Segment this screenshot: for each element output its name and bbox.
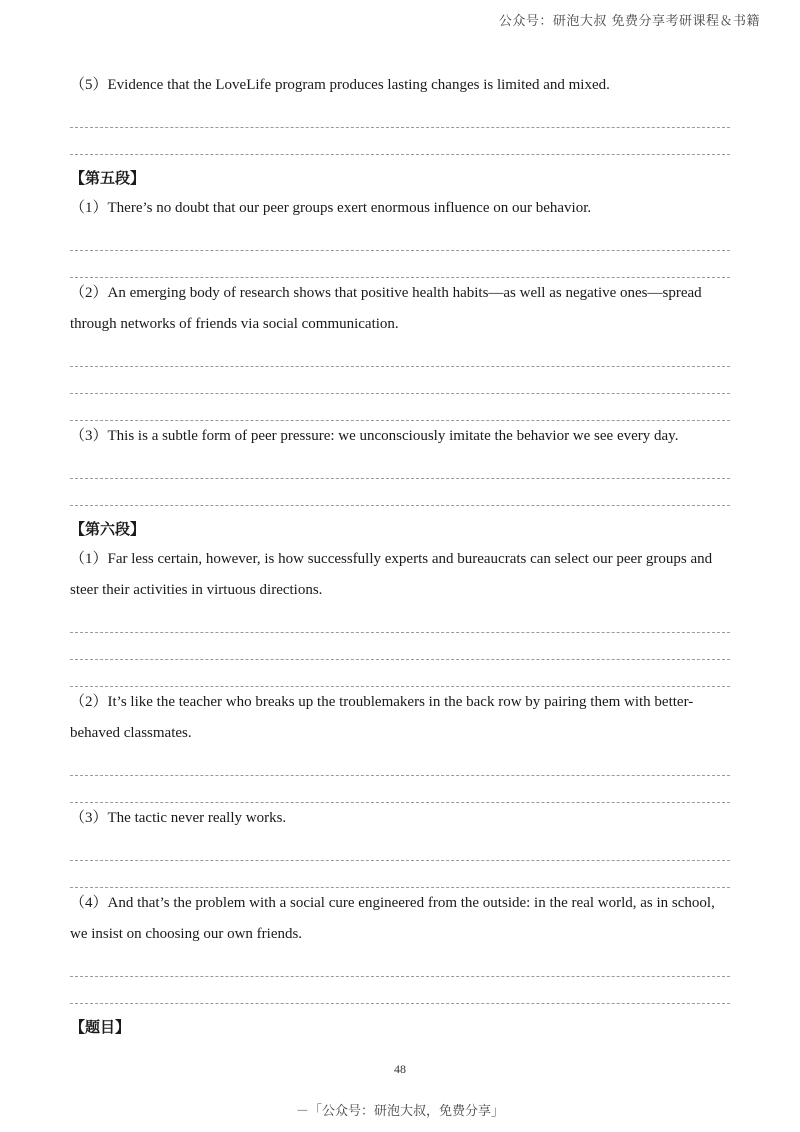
sentence-text: There’s no doubt that our peer groups exert enormous influence on our behavior. <box>107 200 592 216</box>
sentence-text: Far less certain, however, is how successfully experts and bureaucrats can select our peer groups and steer their activities in virtuous directions. <box>70 551 713 598</box>
answer-lines[interactable] <box>70 224 730 278</box>
translation-exercise-content <box>70 70 730 1042</box>
footer-watermark-note: －「公众号：研泡大叔，免费分享」 <box>295 1104 504 1119</box>
answer-line[interactable] <box>70 776 730 803</box>
sentence-number: （5） <box>70 77 108 93</box>
answer-line[interactable] <box>70 834 730 861</box>
answer-line[interactable] <box>70 749 730 776</box>
answer-line[interactable] <box>70 861 730 888</box>
sentence-number: （2） <box>70 694 108 710</box>
answer-line[interactable] <box>70 950 730 977</box>
answer-line[interactable] <box>70 101 730 128</box>
answer-line[interactable] <box>70 367 730 394</box>
answer-line[interactable] <box>70 633 730 660</box>
answer-lines[interactable] <box>70 101 730 155</box>
answer-lines[interactable] <box>70 749 730 803</box>
answer-lines[interactable] <box>70 452 730 506</box>
answer-line[interactable] <box>70 660 730 687</box>
answer-line[interactable] <box>70 128 730 155</box>
answer-line[interactable] <box>70 340 730 367</box>
sentence-para4-5 <box>70 70 730 101</box>
answer-line[interactable] <box>70 251 730 278</box>
answer-line[interactable] <box>70 224 730 251</box>
sentence-text: This is a subtle form of peer pressure: we unconsciously imitate the behavior we see every day. <box>107 428 679 444</box>
sentence-text: An emerging body of research shows that positive health habits—as well as negative ones—spread through networks of friends via social communication. <box>70 285 702 332</box>
answer-line[interactable] <box>70 452 730 479</box>
answer-lines[interactable] <box>70 834 730 888</box>
section-title-para6: 【第六段】 <box>70 520 146 538</box>
answer-lines[interactable] <box>70 340 730 421</box>
answer-line[interactable] <box>70 479 730 506</box>
sentence-text: And that’s the problem with a social cure engineered from the outside: in the real world, as in school, we insist on choosing our own friends. <box>70 895 715 942</box>
answer-lines[interactable] <box>70 950 730 1004</box>
section-title-para5: 【第五段】 <box>70 169 146 187</box>
sentence-para5-3 <box>70 421 730 452</box>
sentence-number: （3） <box>70 810 108 826</box>
sentence-para6-4 <box>70 888 730 950</box>
sentence-para5-1 <box>70 193 730 224</box>
answer-lines[interactable] <box>70 606 730 687</box>
sentence-number: （1） <box>70 200 108 216</box>
answer-line[interactable] <box>70 606 730 633</box>
page-number: 48 <box>394 1062 406 1076</box>
sentence-number: （1） <box>70 551 108 567</box>
section-title-questions: 【题目】 <box>70 1018 131 1036</box>
sentence-para6-1 <box>70 544 730 606</box>
answer-line[interactable] <box>70 394 730 421</box>
sentence-para6-2 <box>70 687 730 749</box>
sentence-text: Evidence that the LoveLife program produces lasting changes is limited and mixed. <box>107 77 610 93</box>
sentence-para6-3 <box>70 803 730 834</box>
sentence-number: （4） <box>70 895 108 911</box>
header-watermark-note: 公众号：研泡大叔 免费分享考研课程＆书籍 <box>498 14 760 29</box>
sentence-number: （3） <box>70 428 108 444</box>
sentence-text: It’s like the teacher who breaks up the troublemakers in the back row by pairing them with better-behaved classmates. <box>70 694 694 741</box>
sentence-text: The tactic never really works. <box>107 810 287 826</box>
sentence-number: （2） <box>70 285 108 301</box>
sentence-para5-2 <box>70 278 730 340</box>
answer-line[interactable] <box>70 977 730 1004</box>
